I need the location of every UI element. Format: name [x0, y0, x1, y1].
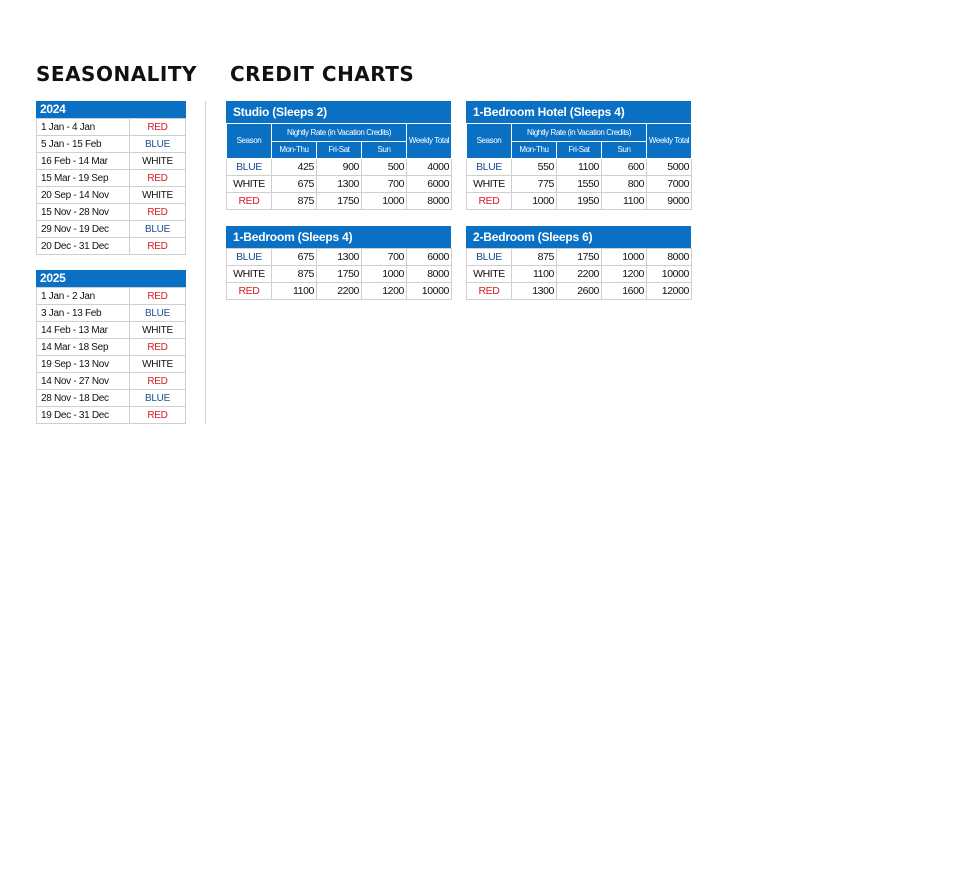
rate-mon-thu: 1100 [512, 266, 557, 283]
header-sun: Sun [362, 142, 407, 159]
season-row [37, 238, 186, 255]
rate-fri-sat: 2600 [557, 283, 602, 300]
rate-row [467, 193, 692, 210]
season-dates: 29 Nov - 19 Dec [37, 221, 130, 238]
credit-chart-studio [226, 101, 451, 210]
rate-fri-sat: 1100 [557, 159, 602, 176]
season-dates: 20 Dec - 31 Dec [37, 238, 130, 255]
rate-mon-thu: 675 [272, 249, 317, 266]
rate-fri-sat: 1950 [557, 193, 602, 210]
rate-fri-sat: 2200 [557, 266, 602, 283]
header-nightly-rate: Nightly Rate (in Vacation Credits) [272, 124, 407, 142]
rate-mon-thu: 875 [272, 193, 317, 210]
seasonality-heading: SEASONALITY [36, 62, 197, 86]
rate-fri-sat: 2200 [317, 283, 362, 300]
seasonality-table-2024 [36, 101, 186, 255]
season-row [37, 407, 186, 424]
rate-fri-sat: 1750 [557, 249, 602, 266]
season-dates: 15 Nov - 28 Nov [37, 204, 130, 221]
rate-fri-sat: 1550 [557, 176, 602, 193]
rate-fri-sat: 1750 [317, 193, 362, 210]
rate-fri-sat: 900 [317, 159, 362, 176]
season-row [37, 356, 186, 373]
season-color: RED [130, 373, 186, 390]
season-color: RED [130, 119, 186, 136]
rate-weekly: 8000 [407, 266, 452, 283]
season-color: WHITE [130, 322, 186, 339]
header-nightly-rate: Nightly Rate (in Vacation Credits) [512, 124, 647, 142]
season-dates: 1 Jan - 4 Jan [37, 119, 130, 136]
season-row [37, 339, 186, 356]
rate-mon-thu: 1000 [512, 193, 557, 210]
season-row [37, 288, 186, 305]
rate-season: RED [467, 193, 512, 210]
header-fri-sat: Fri-Sat [317, 142, 362, 159]
season-row [37, 119, 186, 136]
season-color: RED [130, 407, 186, 424]
rate-row [227, 159, 452, 176]
credit-table [466, 123, 692, 210]
season-row [37, 322, 186, 339]
rate-row [467, 283, 692, 300]
header-row [227, 124, 452, 142]
rate-season: RED [227, 193, 272, 210]
season-color: BLUE [130, 305, 186, 322]
header-sun: Sun [602, 142, 647, 159]
header-fri-sat: Fri-Sat [557, 142, 602, 159]
rate-season: BLUE [467, 249, 512, 266]
rate-sun: 600 [602, 159, 647, 176]
rate-row [467, 249, 692, 266]
chart-title: Studio (Sleeps 2) [226, 101, 451, 123]
rate-sun: 1200 [362, 283, 407, 300]
rate-weekly: 9000 [647, 193, 692, 210]
rate-season: BLUE [227, 249, 272, 266]
season-dates: 14 Nov - 27 Nov [37, 373, 130, 390]
rate-mon-thu: 675 [272, 176, 317, 193]
credit-table [226, 248, 452, 300]
rate-weekly: 8000 [647, 249, 692, 266]
rate-mon-thu: 425 [272, 159, 317, 176]
rate-season: BLUE [227, 159, 272, 176]
rate-sun: 1000 [362, 193, 407, 210]
season-color: WHITE [130, 153, 186, 170]
rate-row [467, 159, 692, 176]
rate-sun: 1600 [602, 283, 647, 300]
rate-weekly: 8000 [407, 193, 452, 210]
rate-mon-thu: 875 [512, 249, 557, 266]
rate-sun: 700 [362, 176, 407, 193]
rate-weekly: 10000 [407, 283, 452, 300]
year-label: 2025 [36, 270, 186, 287]
rate-sun: 1000 [362, 266, 407, 283]
seasonality-table-2025 [36, 270, 186, 424]
season-color: RED [130, 204, 186, 221]
rate-row [227, 176, 452, 193]
season-row [37, 136, 186, 153]
season-color: BLUE [130, 136, 186, 153]
rate-weekly: 5000 [647, 159, 692, 176]
season-dates: 5 Jan - 15 Feb [37, 136, 130, 153]
rate-season: WHITE [467, 176, 512, 193]
rate-row [227, 193, 452, 210]
rate-row [227, 283, 452, 300]
rate-season: RED [227, 283, 272, 300]
rate-row [467, 266, 692, 283]
season-color: WHITE [130, 187, 186, 204]
rate-season: RED [467, 283, 512, 300]
season-dates: 15 Mar - 19 Sep [37, 170, 130, 187]
rate-fri-sat: 1300 [317, 176, 362, 193]
rate-mon-thu: 1300 [512, 283, 557, 300]
credit-chart-1-bedroom [226, 226, 451, 300]
rate-sun: 500 [362, 159, 407, 176]
season-color: BLUE [130, 221, 186, 238]
header-season: Season [227, 124, 272, 159]
rate-fri-sat: 1750 [317, 266, 362, 283]
rate-season: WHITE [227, 266, 272, 283]
season-dates: 3 Jan - 13 Feb [37, 305, 130, 322]
season-row [37, 204, 186, 221]
season-dates: 14 Mar - 18 Sep [37, 339, 130, 356]
rate-weekly: 10000 [647, 266, 692, 283]
rate-row [227, 266, 452, 283]
season-row [37, 221, 186, 238]
header-weekly-total: Weekly Total [407, 124, 452, 159]
rate-row [467, 176, 692, 193]
credit-table [226, 123, 452, 210]
season-color: RED [130, 288, 186, 305]
credit-chart-2-bedroom [466, 226, 691, 300]
rate-row [227, 249, 452, 266]
season-row [37, 373, 186, 390]
season-row [37, 170, 186, 187]
rate-weekly: 7000 [647, 176, 692, 193]
season-row [37, 187, 186, 204]
rate-weekly: 6000 [407, 249, 452, 266]
header-row [467, 124, 692, 142]
rate-mon-thu: 875 [272, 266, 317, 283]
rate-sun: 1200 [602, 266, 647, 283]
credit-charts-heading: CREDIT CHARTS [230, 62, 415, 86]
season-dates: 14 Feb - 13 Mar [37, 322, 130, 339]
season-dates: 19 Sep - 13 Nov [37, 356, 130, 373]
rate-weekly: 12000 [647, 283, 692, 300]
credit-chart-1-bedroom-hotel [466, 101, 691, 210]
header-weekly-total: Weekly Total [647, 124, 692, 159]
header-season: Season [467, 124, 512, 159]
season-color: RED [130, 170, 186, 187]
rate-mon-thu: 550 [512, 159, 557, 176]
header-mon-thu: Mon-Thu [272, 142, 317, 159]
rate-fri-sat: 1300 [317, 249, 362, 266]
rate-mon-thu: 1100 [272, 283, 317, 300]
season-color: WHITE [130, 356, 186, 373]
chart-title: 1-Bedroom Hotel (Sleeps 4) [466, 101, 691, 123]
season-color: RED [130, 238, 186, 255]
chart-title: 1-Bedroom (Sleeps 4) [226, 226, 451, 248]
rate-season: BLUE [467, 159, 512, 176]
rate-sun: 800 [602, 176, 647, 193]
season-dates: 1 Jan - 2 Jan [37, 288, 130, 305]
rate-weekly: 6000 [407, 176, 452, 193]
season-row [37, 305, 186, 322]
section-divider [205, 101, 206, 424]
season-color: RED [130, 339, 186, 356]
season-dates: 16 Feb - 14 Mar [37, 153, 130, 170]
season-row [37, 153, 186, 170]
rate-sun: 1100 [602, 193, 647, 210]
year-label: 2024 [36, 101, 186, 118]
season-row [37, 390, 186, 407]
credit-table [466, 248, 692, 300]
season-color: BLUE [130, 390, 186, 407]
season-dates: 20 Sep - 14 Nov [37, 187, 130, 204]
rate-season: WHITE [227, 176, 272, 193]
rate-season: WHITE [467, 266, 512, 283]
rate-sun: 1000 [602, 249, 647, 266]
rate-sun: 700 [362, 249, 407, 266]
rate-weekly: 4000 [407, 159, 452, 176]
season-dates: 19 Dec - 31 Dec [37, 407, 130, 424]
header-mon-thu: Mon-Thu [512, 142, 557, 159]
season-dates: 28 Nov - 18 Dec [37, 390, 130, 407]
rate-mon-thu: 775 [512, 176, 557, 193]
chart-title: 2-Bedroom (Sleeps 6) [466, 226, 691, 248]
